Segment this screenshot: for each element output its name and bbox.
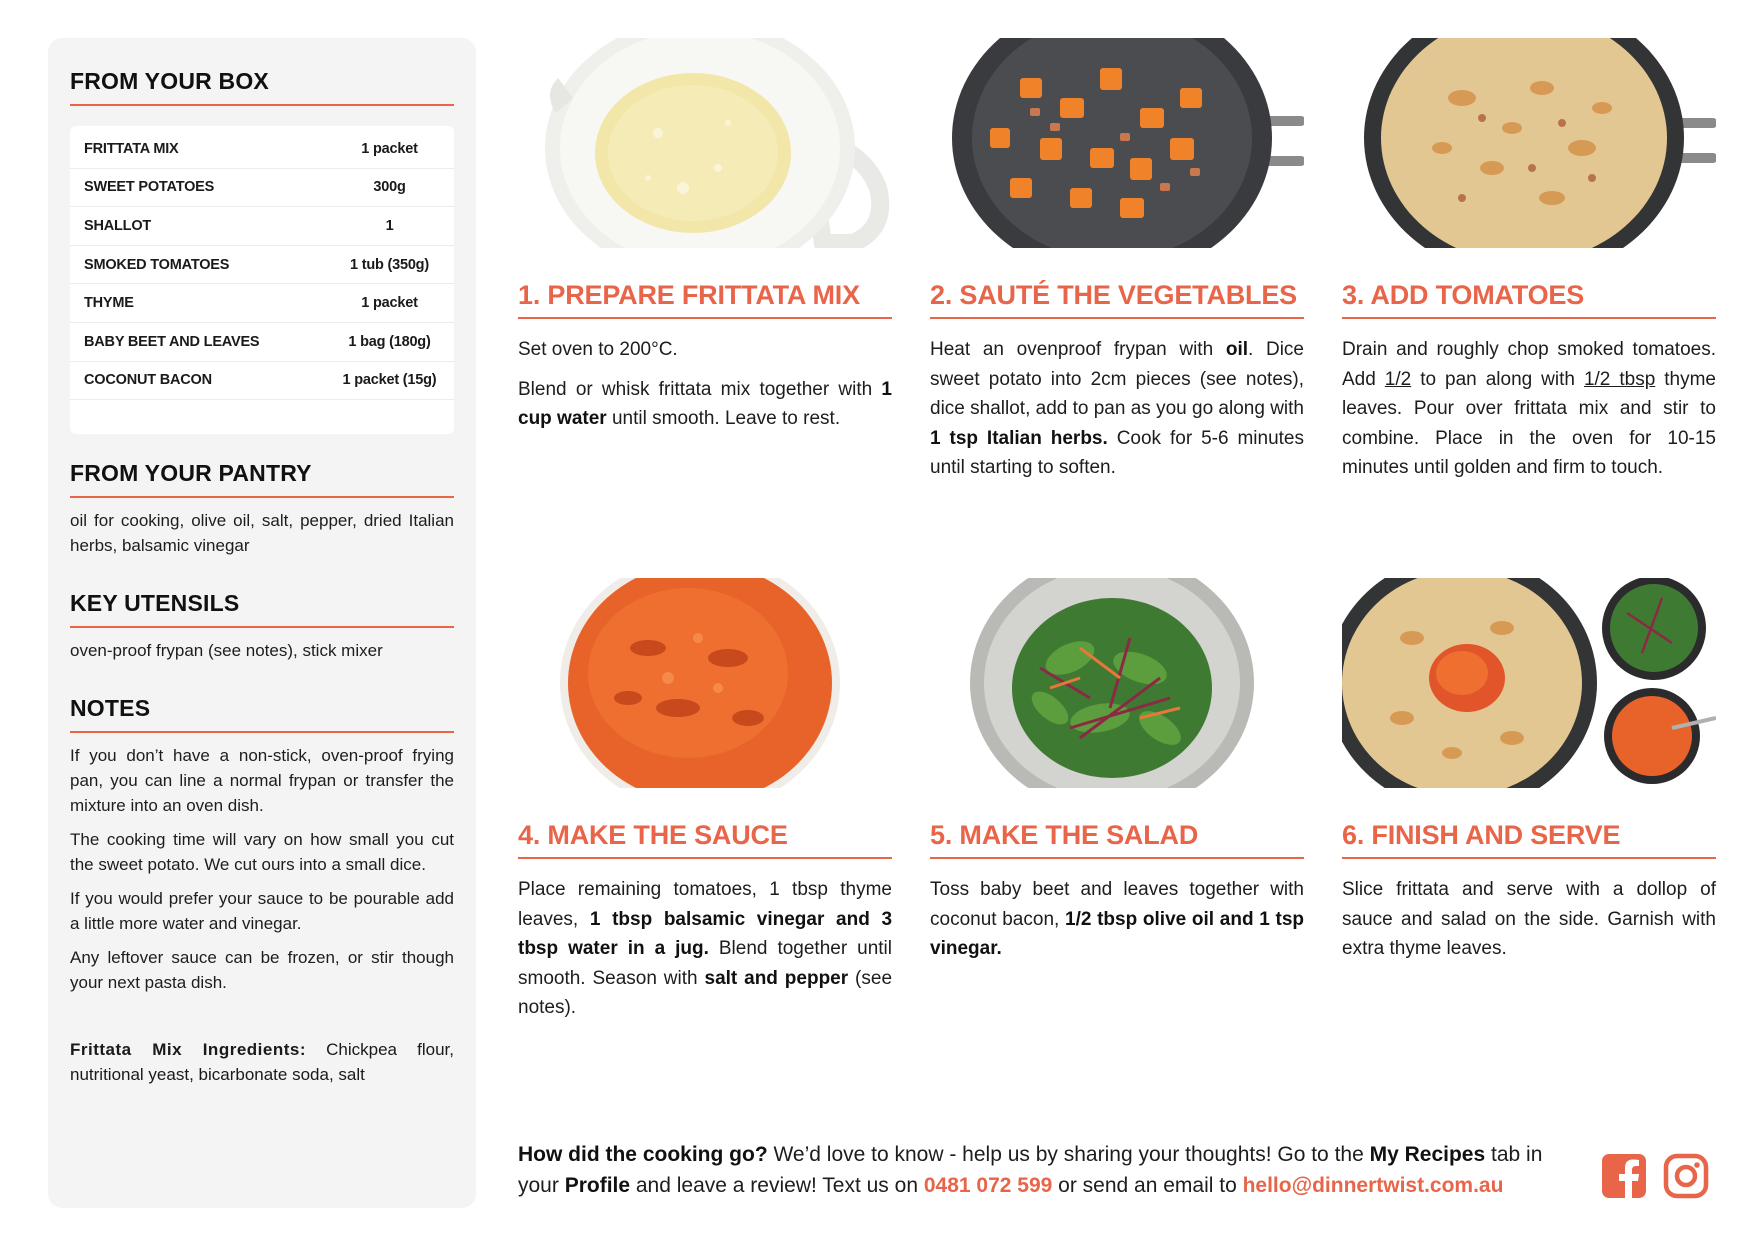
table-row: [70, 130, 454, 169]
step-emphasis: 1/2 tbsp olive oil and 1 tsp vinegar.: [930, 908, 1305, 959]
footer-text: We’d love to know - help us by sharing your thoughts! Go to the: [767, 1143, 1370, 1166]
ingredient-qty: 1: [385, 217, 394, 234]
pantry-section: [70, 460, 454, 558]
footer-phone-link[interactable]: 0481 072 599: [923, 1174, 1053, 1197]
step-text: Toss baby beet and leaves together with coconut bacon,: [930, 879, 1304, 930]
table-row: [70, 284, 454, 323]
ingredient-name: COCONUT BACON: [84, 372, 212, 389]
ingredient-qty: 1 tub (350g): [350, 256, 429, 273]
step-text: Blend or whisk frittata mix together with: [518, 378, 882, 400]
ingredient-name: SHALLOT: [84, 217, 152, 234]
step-emphasis: 1 tsp Italian herbs.: [930, 427, 1108, 449]
step-text: Drain and roughly chop smoked tomatoes. Add: [1342, 339, 1716, 390]
step-5-body: [930, 875, 1304, 964]
step-2: [930, 38, 1304, 483]
step-text: Heat an ovenproof frypan with: [930, 339, 1226, 360]
ingredient-qty: 1 bag (180g): [348, 333, 431, 350]
step-4-body: [518, 875, 892, 1023]
step-3-photo-frittata-in-pan: [1342, 38, 1716, 248]
footer-email-link[interactable]: hello@dinnertwist.com.au: [1242, 1174, 1504, 1197]
social-links: [1600, 1152, 1710, 1200]
ingredient-name: SWEET POTATOES: [84, 179, 215, 196]
note-item: If you would prefer your sauce to be pourable add a little more water and vinegar.: [70, 889, 454, 934]
step-text: Blend together until smooth. Season with: [518, 938, 892, 989]
step-4-title: 4. MAKE THE SAUCE: [518, 820, 892, 859]
step-text: . Dice sweet potato into 2cm pieces (see notes), dice shallot, add to pan as you go along with: [930, 339, 1304, 419]
facebook-icon[interactable]: [1600, 1152, 1648, 1200]
step-text: to pan along with: [1411, 368, 1584, 390]
step-6-text: Slice frittata and serve with a dollop of sauce and salad on the side. Garnish with extra thyme leaves.: [1342, 879, 1716, 959]
step-underlined-qty: 1/2 tbsp: [1583, 368, 1656, 390]
step-3-title: 3. ADD TOMATOES: [1342, 280, 1716, 319]
notes-section: [70, 695, 454, 995]
table-row: [70, 169, 454, 208]
step-1-body: [518, 335, 892, 434]
notes-heading: NOTES: [70, 695, 454, 733]
step-2-title: 2. SAUTÉ THE VEGETABLES: [930, 280, 1304, 319]
step-5: [930, 578, 1304, 964]
ingredient-qty: 1 packet: [361, 295, 418, 312]
ingredient-name: BABY BEET AND LEAVES: [84, 333, 260, 350]
ingredient-name: THYME: [84, 295, 134, 312]
pantry-text: oil for cooking, olive oil, salt, pepper, dried Italian herbs, balsamic vinegar: [70, 511, 454, 556]
footer-text: or send an email to: [1052, 1174, 1243, 1197]
step-6-title: 6. FINISH AND SERVE: [1342, 820, 1716, 859]
step-text: Place remaining tomatoes, 1 tbsp thyme leaves,: [518, 879, 892, 930]
ingredients-label: Frittata Mix Ingredients:: [70, 1040, 306, 1060]
box-heading: FROM YOUR BOX: [70, 68, 454, 106]
table-row: [70, 207, 454, 246]
step-5-text: [930, 875, 1304, 964]
footer-my-recipes: My Recipes: [1369, 1143, 1486, 1166]
note-item: Any leftover sauce can be frozen, or stir though your next pasta dish.: [70, 948, 454, 993]
footer-text: and leave a review! Text us on: [630, 1174, 924, 1197]
ingredient-qty: 1 packet: [361, 140, 418, 157]
footer-question: How did the cooking go?: [518, 1143, 768, 1166]
step-emphasis: 1 cup water: [518, 378, 892, 429]
ingredient-name: FRITTATA MIX: [84, 140, 179, 157]
step-3: [1342, 38, 1716, 483]
ingredient-qty: 1 packet (15g): [342, 372, 437, 389]
step-text: Cook for 5-6 minutes until starting to soften.: [930, 427, 1305, 478]
ingredient-qty: 300g: [373, 179, 406, 196]
note-item: If you don’t have a non-stick, oven-proof frying pan, you can line a normal frypan or transfer the mixture into an oven dish.: [70, 746, 454, 816]
step-emphasis: salt and pepper: [704, 967, 849, 989]
box-section: [70, 68, 454, 434]
pantry-heading: FROM YOUR PANTRY: [70, 460, 454, 498]
step-1: [518, 38, 892, 434]
box-ingredients-table: [70, 126, 454, 434]
ingredients-sidebar: [48, 38, 476, 1208]
step-2-body: [930, 335, 1304, 483]
step-emphasis: 1 tbsp balsamic vinegar and 3 tbsp water in a jug.: [518, 908, 893, 959]
step-6-photo-finished-dish: [1342, 578, 1716, 788]
utensils-heading: KEY UTENSILS: [70, 590, 454, 628]
utensils-text: oven-proof frypan (see notes), stick mixer: [70, 641, 383, 661]
step-2-photo-sauteed-vegetables: [930, 38, 1304, 248]
footer-text: tab in your: [518, 1143, 1543, 1197]
footer-profile: Profile: [564, 1174, 631, 1197]
step-1-text: [518, 375, 892, 434]
step-1-photo-frittata-mix-jug: [518, 38, 892, 248]
utensils-section: [70, 590, 454, 663]
step-4: [518, 578, 892, 1023]
step-text: (see notes).: [518, 967, 893, 1018]
step-1-text: Set oven to 200°C.: [518, 339, 678, 360]
step-2-text: [930, 335, 1304, 483]
step-underlined-qty: 1/2: [1384, 368, 1412, 390]
frittata-mix-ingredients: [70, 1037, 454, 1087]
step-3-body: [1342, 335, 1716, 483]
step-5-photo-salad-bowl: [930, 578, 1304, 788]
step-5-title: 5. MAKE THE SALAD: [930, 820, 1304, 859]
table-row: [70, 362, 454, 401]
table-row: [70, 323, 454, 362]
step-text: thyme leaves. Pour over frittata mix and stir to combine. Place in the oven for 10-15 minutes until golden and firm to touch.: [1342, 368, 1716, 478]
step-text: until smooth. Leave to rest.: [606, 408, 841, 429]
feedback-footer: [518, 1139, 1578, 1201]
step-6: [1342, 578, 1716, 964]
note-item: The cooking time will vary on how small you cut the sweet potato. We cut ours into a small dice.: [70, 830, 454, 875]
step-4-photo-tomato-sauce: [518, 578, 892, 788]
ingredients-text: Chickpea flour, nutritional yeast, bicarbonate soda, salt: [70, 1040, 454, 1085]
instagram-icon[interactable]: [1662, 1152, 1710, 1200]
step-1-title: 1. PREPARE FRITTATA MIX: [518, 280, 892, 319]
ingredient-name: SMOKED TOMATOES: [84, 256, 230, 273]
step-3-text: [1342, 335, 1716, 483]
step-4-text: [518, 875, 892, 1023]
step-6-body: [1342, 875, 1716, 964]
step-emphasis: oil: [1225, 339, 1249, 360]
table-row: [70, 246, 454, 285]
